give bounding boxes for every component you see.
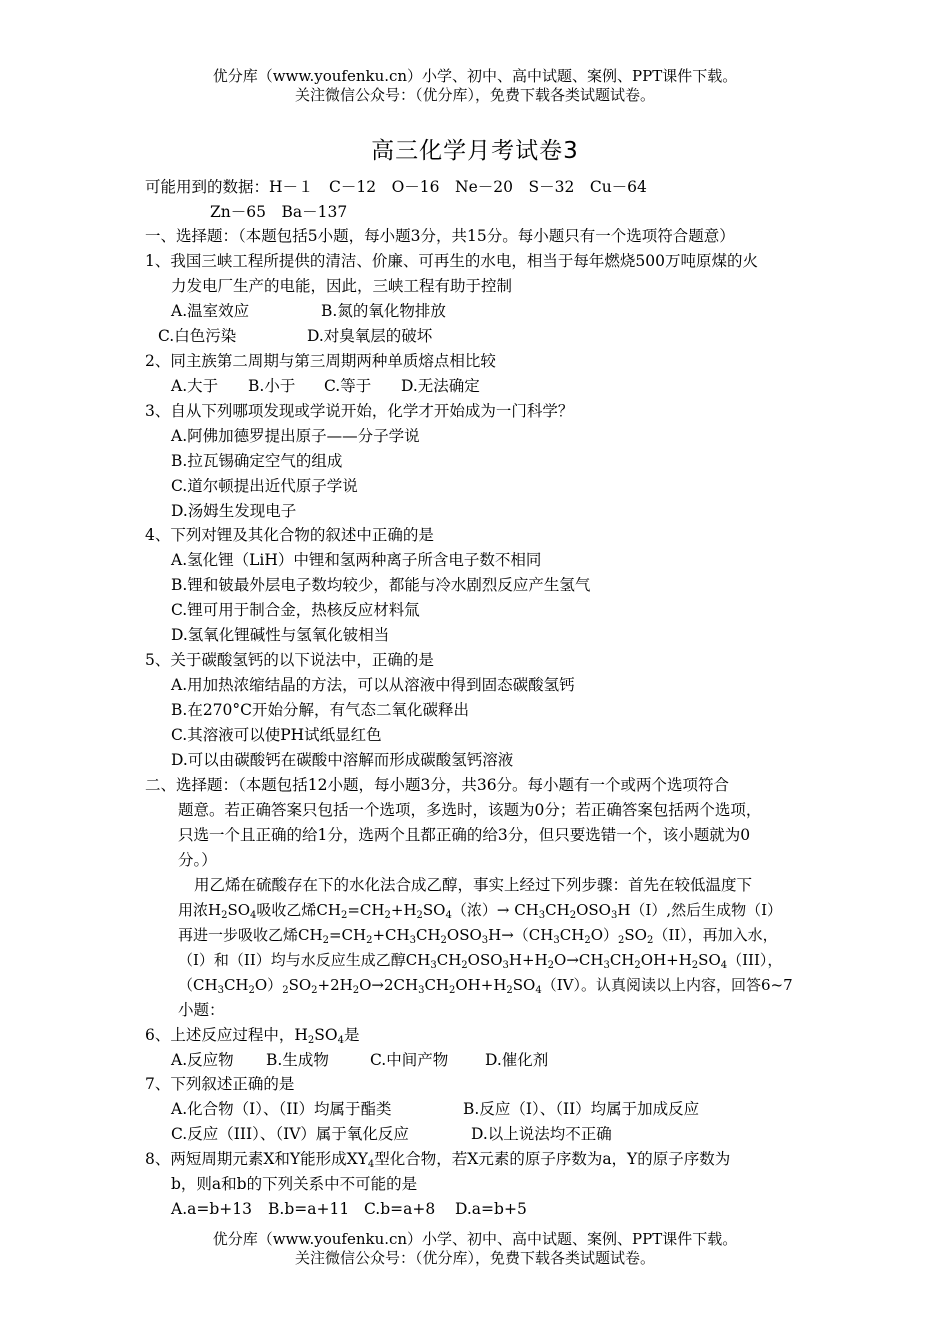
header-line-1: 优分库（www.youfenku.cn）小学、初中、高中试题、案例、PPT课件下载。: [212, 67, 738, 85]
q8-option-d: D.a=b+5: [455, 1200, 527, 1218]
atomic-mass-data-1: 可能用到的数据：H－１ C－12 O－16 Ne－20 S－32 Cu－64: [145, 178, 647, 196]
passage-line-3: 再进一步吸收乙烯$CH_2=CH_2+CH_3CH_2OSO_3H\to(CH_3CH_2O)_2SO_2(II)$，再加入水，: [178, 926, 778, 946]
q7-option-c: C.反应（III）、（IV）属于氧化反应: [171, 1125, 409, 1143]
q8-stem-line-2: b，则a和b的下列关系中不可能的是: [171, 1175, 418, 1193]
section-2-heading-line-2: 题意。若正确答案只包括一个选项，多选时，该题为0分；若正确答案包括两个选项，: [178, 801, 762, 819]
passage-line-5: $(CH_3CH_2O)_2SO_2+2H_2O\to 2CH_3CH_2OH+H_2SO_4(IV)$。认真阅读以上内容，回答6~7: [178, 976, 793, 996]
section-2-heading-line-1: 二、选择题：（本题包括12小题，每小题3分，共36分。每小题有一个或两个选项符合: [145, 776, 730, 794]
q5-stem: 5、关于碳酸氢钙的以下说法中，正确的是: [145, 651, 434, 669]
q3-option-a: A.阿佛加德罗提出原子——分子学说: [171, 427, 420, 445]
passage-line-1: 用乙烯在硫酸存在下的水化法合成乙醇，事实上经过下列步骤：首先在较低温度下: [194, 876, 753, 894]
q6-option-d: D.催化剂: [485, 1051, 549, 1069]
page-title: 高三化学月考试卷3: [371, 138, 579, 164]
footer-line-2: 关注微信公众号：（优分库），免费下载各类试题试卷。: [294, 1249, 655, 1267]
header-line-2: 关注微信公众号：（优分库），免费下载各类试题试卷。: [294, 86, 655, 104]
passage-line-4: （I）和（II）均与水反应生成乙醇$CH_3CH_2OSO_3H+H_2O\to CH_3CH_2OH+H_2SO_4(III)$，: [178, 951, 783, 971]
q3-stem: 3、自从下列哪项发现或学说开始，化学才开始成为一门科学？: [145, 402, 574, 420]
q3-option-d: D.汤姆生发现电子: [171, 502, 297, 520]
q4-option-c: C.锂可用于制合金，热核反应材料氚: [171, 601, 420, 619]
q1-option-a: A.温室效应: [171, 302, 250, 320]
q2-option-b: B.小于: [248, 377, 296, 395]
q1-stem-line-1: 1、我国三峡工程所提供的清洁、价廉、可再生的水电，相当于每年燃烧500万吨原煤的火: [145, 252, 758, 270]
passage-line-2: 用浓$H_2SO_4$吸收乙烯$CH_2=CH_2+H_2SO_4$（浓）→ $CH_3CH_2OSO_3H(I)$,然后生成物（I）: [178, 901, 783, 921]
section-2-heading-line-3: 只选一个且正确的给1分，选两个且都正确的给3分，但只要选错一个，该小题就为0: [178, 826, 751, 844]
q4-stem: 4、下列对锂及其化合物的叙述中正确的是: [145, 526, 434, 544]
footer-line-1: 优分库（www.youfenku.cn）小学、初中、高中试题、案例、PPT课件下载。: [212, 1230, 738, 1248]
q2-stem: 2、同主族第二周期与第三周期两种单质熔点相比较: [145, 352, 496, 370]
q6-stem: 6、上述反应过程中，H2SO4是: [145, 1026, 360, 1046]
q3-option-c: C.道尔顿提出近代原子学说: [171, 477, 358, 495]
q6-option-c: C.中间产物: [370, 1051, 449, 1069]
q5-option-c: C.其溶液可以使PH试纸显红色: [171, 726, 382, 744]
q2-option-a: A.大于: [171, 377, 219, 395]
q7-option-d: D.以上说法均不正确: [471, 1125, 612, 1143]
q1-stem-line-2: 力发电厂生产的电能，因此，三峡工程有助于控制: [171, 277, 513, 295]
q8-option-c: C.b=a+8: [364, 1200, 436, 1218]
q8-stem-line-1: 8、两短周期元素X和Y能形成XY4型化合物，若X元素的原子序数为a，Y的原子序数为: [145, 1150, 731, 1170]
passage-line-6: 小题：: [178, 1001, 225, 1019]
q3-option-b: B.拉瓦锡确定空气的组成: [171, 452, 343, 470]
q7-option-b: B.反应（I）、（II）均属于加成反应: [463, 1100, 700, 1118]
q8-option-b: B.b=a+11: [268, 1200, 350, 1218]
q2-option-c: C.等于: [324, 377, 372, 395]
q5-option-a: A.用加热浓缩结晶的方法，可以从溶液中得到固态碳酸氢钙: [171, 676, 575, 694]
q6-option-a: A.反应物: [171, 1051, 234, 1069]
q4-option-a: A.氢化锂（LiH）中锂和氢两种离子所含电子数不相同: [171, 551, 542, 569]
q1-option-c: C.白色污染: [158, 327, 237, 345]
q2-option-d: D.无法确定: [401, 377, 480, 395]
q1-option-d: D.对臭氧层的破坏: [307, 327, 433, 345]
q5-option-b: B.在270°C开始分解，有气态二氧化碳释出: [171, 701, 470, 719]
atomic-mass-data-2: Zn－65 Ba－137: [210, 203, 348, 221]
q4-option-b: B.锂和铍最外层电子数均较少，都能与冷水剧烈反应产生氢气: [171, 576, 591, 594]
q4-option-d: D.氢氧化锂碱性与氢氧化铍相当: [171, 626, 390, 644]
q5-option-d: D.可以由碳酸钙在碳酸中溶解而形成碳酸氢钙溶液: [171, 751, 514, 769]
q8-option-a: A.a=b+13: [171, 1200, 252, 1218]
section-2-heading-line-4: 分。）: [178, 851, 217, 869]
q1-option-b: B.氮的氧化物排放: [321, 302, 446, 320]
q7-stem: 7、下列叙述正确的是: [145, 1075, 295, 1093]
q7-option-a: A.化合物（I）、（II）均属于酯类: [171, 1100, 392, 1118]
section-1-heading: 一、选择题：（本题包括5小题，每小题3分，共15分。每小题只有一个选项符合题意）: [145, 227, 735, 245]
q6-option-b: B.生成物: [266, 1051, 329, 1069]
